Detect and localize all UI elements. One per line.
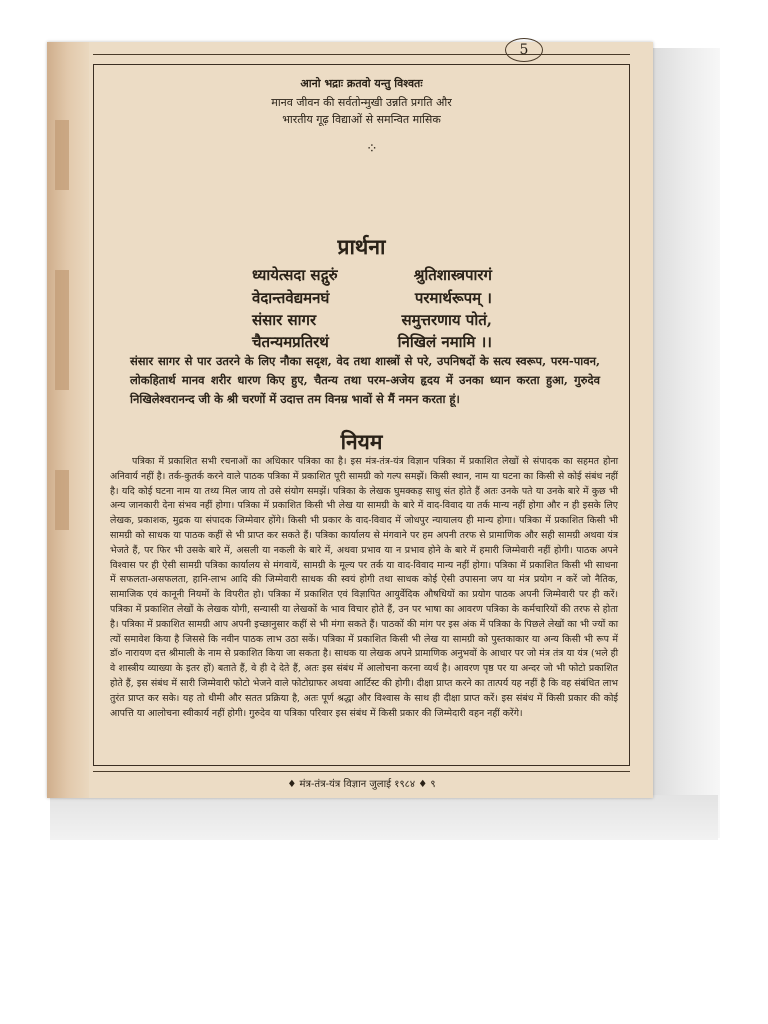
header-tagline-1: मानव जीवन की सर्वतोन्मुखी उन्नति प्रगति और: [271, 96, 452, 109]
header-tagline-2: भारतीय गूढ़ विद्याओं से समन्वित मासिक: [282, 113, 441, 126]
rules-title: नियम: [340, 429, 383, 454]
verse-line-1-left: ध्यायेत्सदा सद्गुरुं: [252, 266, 338, 284]
spine-mark: [55, 470, 69, 530]
page-number: 5: [505, 38, 543, 62]
verse-line-2-right: परमार्थरूपम् ।: [414, 289, 492, 307]
footer-rule: [93, 771, 630, 772]
verse-line-4-left: चैतन्यमप्रतिरथं: [252, 333, 329, 351]
ornament: ⁘: [366, 141, 378, 157]
spine-mark: [55, 120, 69, 190]
verse-line-3-right: समुत्तरणाय पोतं,: [401, 311, 492, 329]
prayer-title: प्रार्थना: [337, 234, 386, 259]
prayer-meaning: संसार सागर से पार उतरने के लिए नौका सदृश, वेद तथा शास्त्रों से परे, उपनिषदों के सत्य स्वरूप, परम-पावन, लोकहितार्थ मानव शरीर धारण किए हुए, चैतन्य तथा परम-अजेय हृदय में उनका ध्यान करता हुआ, गुरुदेव निखिलेश्वरानन्द जी के श्री चरणों में उदात्त तम विनम्र भावों से मैं नमन करता हूं।: [130, 354, 600, 406]
top-rule: [93, 54, 630, 55]
header-motto: आनो भद्राः क्रतवो यन्तु विश्वतः: [300, 77, 423, 90]
page-footer: ♦ मंत्र-तंत्र-यंत्र विज्ञान जुलाई १९८४ ♦ ९: [287, 779, 436, 790]
verse-line-2-left: वेदान्तवेद्यमनघं: [252, 289, 330, 307]
rules-body: पत्रिका में प्रकाशित सभी रचनाओं का अधिकार पत्रिका का है। इस मंत्र-तंत्र-यंत्र विज्ञान पत्रिका में प्रकाशित लेखों से संपादक का सहमत होना अनिवार्य नहीं है। तर्क-कुतर्क करने वाले पाठक पत्रिका में प्रकाशित पूरी सामग्री को गल्प समझें। किसी स्थान, नाम या घटना का किसी से कोई संबंध नहीं है। यदि कोई घटना नाम या तथ्य मिल जाय तो उसे संयोग समझें। पत्रिका के लेखक घुमक्कड़ साधु संत होते हैं अतः उनके पते या उनके बारे में कुछ भी अन्य जानकारी देना संभव नहीं होगा। पत्रिका में प्रकाशित किसी भी लेख या सामग्री के बारे में वाद-विवाद या तर्क मान्य नहीं होगा और न ही इसके लिए लेखक, प्रकाशक, मुद्रक या संपादक जिम्मेवार होंगे। किसी भी प्रकार के वाद-विवाद में जोधपुर न्यायालय ही मान्य होगा। पत्रिका में प्रकाशित किसी भी सामग्री को साधक या पाठक कहीं से भी प्राप्त कर सकते हैं। पत्रिका कार्यालय से मंगवाने पर हम अपनी तरफ से प्रामाणिक और सही सामग्री अथवा यंत्र भेजते हैं, पर फिर भी उसके बारे में, असली या नकली के बारे में, अथवा प्रभाव या न प्रभाव होने के बारे में हमारी जिम्मेवारी नहीं होगी। पाठक अपने विश्वास पर ही ऐसी सामग्री पत्रिका कार्यालय से मंगवायें, सामग्री के मूल्य पर तर्क या वाद-विवाद मान्य नहीं होगा। पत्रिका में प्रकाशित किसी भी साधना में सफलता-असफलता, हानि-लाभ आदि की जिम्मेवारी साधक की स्वयं होगी तथा साधक कोई ऐसी उपासना जप या मंत्र प्रयोग न करें जो नैतिक, सामाजिक एवं कानूनी नियमों के विपरीत हो। पत्रिका में प्रकाशित एवं विज्ञापित आयुर्वेदिक औषधियों का प्रयोग पाठक अपनी जिम्मेवारी पर ही करें। पत्रिका में प्रकाशित लेखों के लेखक योगी, सन्यासी या लेखकों के भाव विचार होते हैं, उन पर भाषा का आवरण पत्रिका के कर्मचारियों की तरफ से होता है। पत्रिका में प्रकाशित सामग्री आप अपनी इच्छानुसार कहीं से भी मंगा सकते हैं। पाठकों की मांग पर इस अंक में पत्रिका के पिछले लेखों का भी ज्यों का त्यों समावेश किया है जिससे कि नवीन पाठक लाभ उठा सकें। पत्रिका में प्रकाशित किसी भी लेख या सामग्री को पुस्तकाकार या अन्य किसी भी रूप में डॉ० नारायण दत्त श्रीमाली के नाम से प्रकाशित किया जा सकता है। साधक या लेखक अपने प्रामाणिक अनुभवों के आधार पर जो मंत्र तंत्र या यंत्र (भले ही वे शास्त्रीय व्याख्या के इतर हों) बताते हैं, वे ही दे देते हैं, अतः इस संबंध में आलोचना करना व्यर्थ है। आवरण पृष्ठ पर या अन्दर जो भी फोटो प्रकाशित होते हैं, इस संबंध में सारी जिम्मेवारी फोटो भेजने वाले फोटोग्राफर अथवा आर्टिस्ट की होगी। दीक्षा प्राप्त करने का तात्पर्य यह नहीं है कि वह संबंधित लाभ तुरंत प्राप्त कर सके। यह तो धीमी और सतत प्रक्रिया है, अतः पूर्ण श्रद्धा और विश्वास के साथ ही दीक्षा प्राप्त करें। इस संबंध में किसी प्रकार की कोई आपत्ति या आलोचना स्वीकार्य नहीं होगी। गुरुदेव या पत्रिका परिवार इस संबंध में किसी प्रकार की जिम्मेदारी वहन नहीं करेंगे।: [110, 456, 618, 719]
verse-line-3-left: संसार सागर: [252, 311, 317, 329]
verse-line-4-right: निखिलं नमामि ।।: [397, 333, 492, 351]
verse-line-1-right: श्रुतिशास्त्रपारगं: [413, 266, 492, 284]
spine-mark: [55, 270, 69, 390]
scan-bottom-band: [50, 795, 718, 840]
